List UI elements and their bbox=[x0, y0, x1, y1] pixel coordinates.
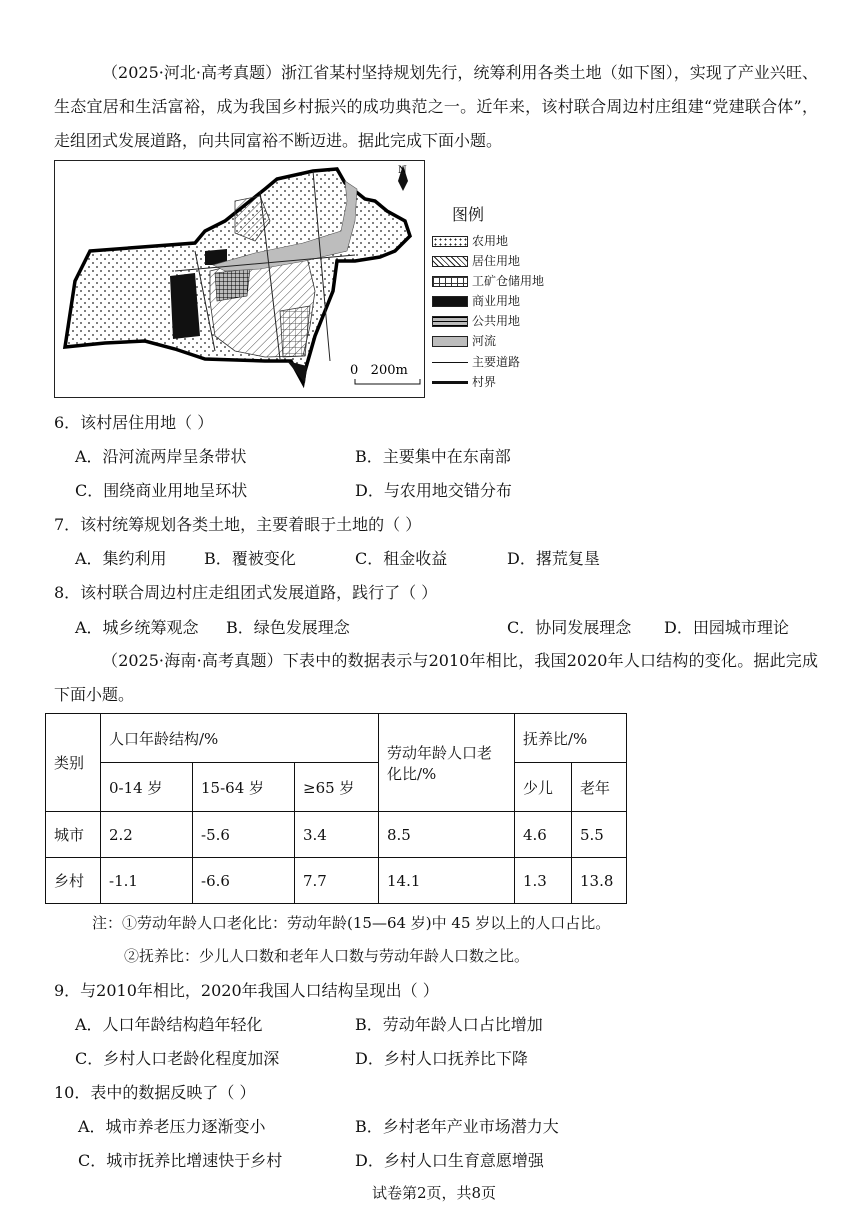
table-cell: -1.1 bbox=[101, 858, 193, 904]
table-cell: 14.1 bbox=[379, 858, 515, 904]
table-cell: 8.5 bbox=[379, 812, 515, 858]
legend-title: 图例 bbox=[452, 205, 485, 224]
thick-line-icon bbox=[432, 381, 468, 384]
table-cell: 2.2 bbox=[101, 812, 193, 858]
table-row-rural bbox=[46, 858, 627, 904]
dense-grid-icon bbox=[432, 316, 468, 327]
legend-residential: 居住用地 bbox=[432, 253, 520, 269]
q7-option-c[interactable]: C．租金收益 bbox=[355, 549, 448, 568]
q8-option-b[interactable]: B．绿色发展理念 bbox=[226, 618, 350, 637]
q8-option-a[interactable]: A．城乡统筹观念 bbox=[75, 618, 199, 637]
scale-bar bbox=[355, 379, 420, 384]
q6-option-a[interactable]: A．沿河流两岸呈条带状 bbox=[75, 447, 247, 466]
legend-boundary: 村界 bbox=[432, 374, 496, 390]
legend-commercial: 商业用地 bbox=[432, 293, 520, 309]
table-note-2: ②抚养比：少儿人口数和老年人口数与劳动年龄人口数之比。 bbox=[124, 947, 530, 965]
thin-line-icon bbox=[432, 362, 468, 363]
page-footer: 试卷第2页，共8页 bbox=[371, 1184, 497, 1202]
q8-option-d[interactable]: D．田园城市理论 bbox=[664, 618, 789, 637]
header-age-65: ≥65 岁 bbox=[295, 763, 379, 812]
q7-option-b[interactable]: B．覆被变化 bbox=[204, 549, 296, 568]
intro-paragraph-2: （2025·海南·高考真题）下表中的数据表示与2010年相比，我国2020年人口结构的变化。据此完成下面小题。 bbox=[54, 651, 818, 704]
q9-option-a[interactable]: A．人口年龄结构趋年轻化 bbox=[75, 1015, 263, 1034]
table-cell: 4.6 bbox=[515, 812, 572, 858]
table-cell: 5.5 bbox=[572, 812, 627, 858]
q6-option-c[interactable]: C．围绕商业用地呈环状 bbox=[75, 481, 248, 500]
row-label: 城市 bbox=[46, 812, 101, 858]
map-drawing bbox=[55, 161, 424, 397]
legend-industrial: 工矿仓储用地 bbox=[432, 273, 544, 289]
table-row-urban bbox=[46, 812, 627, 858]
header-old: 老年 bbox=[572, 763, 627, 812]
public-area bbox=[215, 269, 250, 301]
q10-option-c[interactable]: C．城市抚养比增速快于乡村 bbox=[78, 1151, 283, 1170]
q9-option-d[interactable]: D．乡村人口抚养比下降 bbox=[355, 1049, 528, 1068]
header-age-0-14: 0-14 岁 bbox=[101, 763, 193, 812]
table-cell: 1.3 bbox=[515, 858, 572, 904]
header-dependency: 抚养比/% bbox=[515, 714, 627, 763]
question-8: 8．该村联合周边村庄走组团式发展道路，践行了（ ） bbox=[54, 583, 438, 602]
north-label: N bbox=[398, 165, 407, 176]
legend-public: 公共用地 bbox=[432, 313, 520, 329]
q6-option-d[interactable]: D．与农用地交错分布 bbox=[355, 481, 512, 500]
header-aging-ratio: 劳动年龄人口老化比/% bbox=[379, 714, 515, 812]
dot-pattern-icon bbox=[432, 236, 468, 247]
question-9: 9．与2010年相比，2020年我国人口结构呈现出（ ） bbox=[54, 981, 439, 1000]
table-cell: 7.7 bbox=[295, 858, 379, 904]
question-6: 6．该村居住用地（ ） bbox=[54, 413, 214, 432]
population-structure-table bbox=[45, 713, 627, 904]
table-cell: 13.8 bbox=[572, 858, 627, 904]
q6-option-b[interactable]: B．主要集中在东南部 bbox=[355, 447, 511, 466]
legend-road: 主要道路 bbox=[432, 354, 520, 370]
hatch-pattern-icon bbox=[432, 256, 468, 267]
q8-option-c[interactable]: C．协同发展理念 bbox=[507, 618, 632, 637]
q10-option-d[interactable]: D．乡村人口生育意愿增强 bbox=[355, 1151, 544, 1170]
q9-option-c[interactable]: C．乡村人口老龄化程度加深 bbox=[75, 1049, 280, 1068]
q7-option-a[interactable]: A．集约利用 bbox=[75, 549, 167, 568]
header-age-15-64: 15-64 岁 bbox=[193, 763, 295, 812]
river-swatch-icon bbox=[432, 336, 468, 347]
table-cell: -5.6 bbox=[193, 812, 295, 858]
commercial-area bbox=[170, 273, 200, 339]
legend-river: 河流 bbox=[432, 333, 496, 349]
table-cell: -6.6 bbox=[193, 858, 295, 904]
solid-black-icon bbox=[432, 296, 468, 307]
header-category: 类别 bbox=[46, 714, 101, 812]
table-cell: 3.4 bbox=[295, 812, 379, 858]
land-use-map bbox=[54, 160, 425, 398]
row-label: 乡村 bbox=[46, 858, 101, 904]
q9-option-b[interactable]: B．劳动年龄人口占比增加 bbox=[355, 1015, 543, 1034]
intro-paragraph-1: （2025·河北·高考真题）浙江省某村坚持规划先行，统筹利用各类土地（如下图），实现了产业兴旺、生态宜居和生活富裕，成为我国乡村振兴的成功典范之一。近年来，该村联合周边村庄组建“党建联合体”，走组团式发展道路，向共同富裕不断迈进。据此完成下面小题。 bbox=[54, 63, 818, 150]
q10-option-a[interactable]: A．城市养老压力逐渐变小 bbox=[78, 1117, 266, 1136]
q7-option-d[interactable]: D．撂荒复垦 bbox=[507, 549, 600, 568]
legend-farmland: 农用地 bbox=[432, 233, 508, 249]
question-10: 10．表中的数据反映了（ ） bbox=[54, 1083, 256, 1102]
q10-option-b[interactable]: B．乡村老年产业市场潜力大 bbox=[355, 1117, 559, 1136]
industrial-area bbox=[280, 306, 310, 357]
header-child: 少儿 bbox=[515, 763, 572, 812]
question-7: 7．该村统筹规划各类土地，主要着眼于土地的（ ） bbox=[54, 515, 422, 534]
table-note-1: 注：①劳动年龄人口老化比：劳动年龄(15—64 岁)中 45 岁以上的人口占比。 bbox=[92, 914, 611, 932]
grid-pattern-icon bbox=[432, 276, 468, 287]
scale-label: 0 200m bbox=[350, 363, 408, 378]
header-age-structure: 人口年龄结构/% bbox=[101, 714, 379, 763]
